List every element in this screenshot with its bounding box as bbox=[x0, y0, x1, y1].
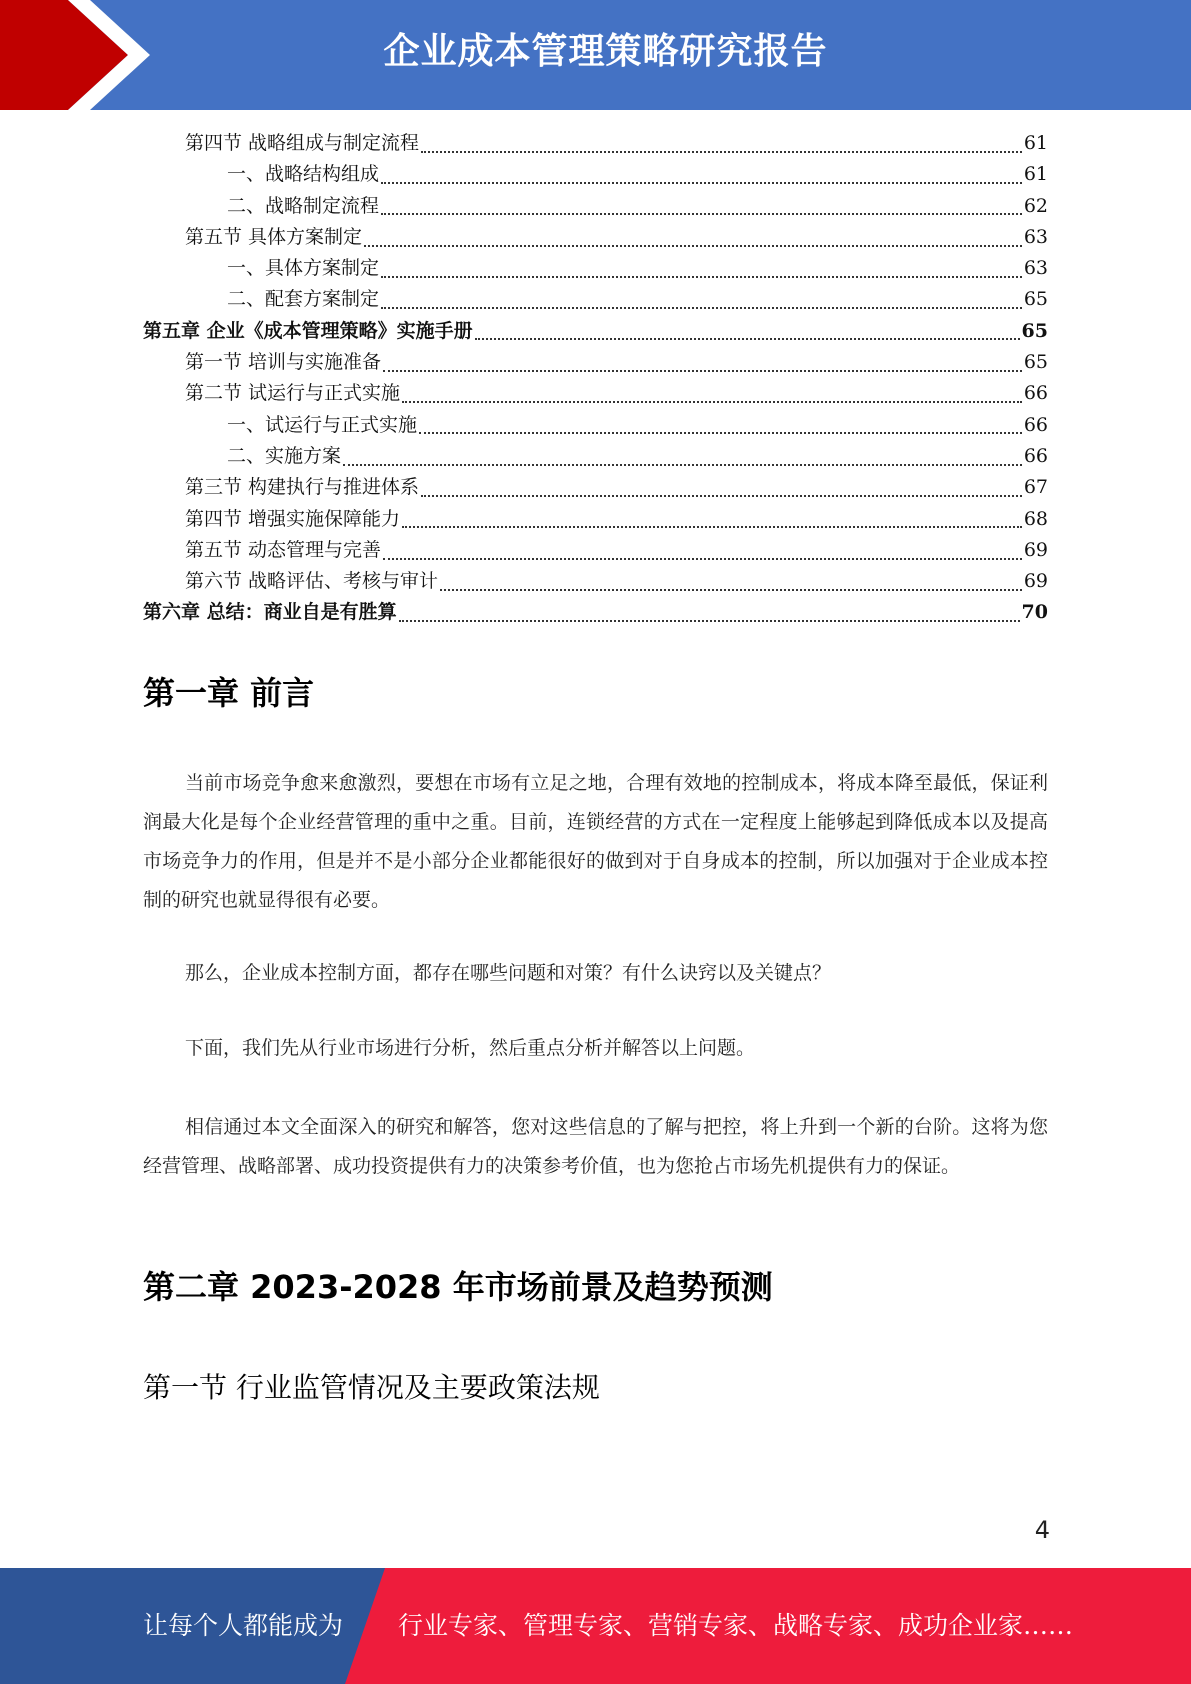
toc-section-entry[interactable] bbox=[143, 566, 1048, 597]
table-of-contents bbox=[143, 128, 1048, 629]
report-title: 企业成本管理策略研究报告 bbox=[383, 31, 828, 72]
page-footer bbox=[0, 1568, 1191, 1684]
paragraph: 相信通过本文全面深入的研究和解答，您对这些信息的了解与把控，将上升到一个新的台阶。这将为您经营管理、战略部署、成功投资提供有力的决策参考价值，也为您抢占市场先机提供有力的保证。 bbox=[143, 1116, 1048, 1177]
toc-entry-title: 第三节 构建执行与推进体系 bbox=[185, 476, 420, 499]
toc-page-number: 62 bbox=[1023, 194, 1048, 217]
toc-page-number: 63 bbox=[1023, 257, 1048, 280]
toc-page-number: 70 bbox=[1021, 601, 1048, 624]
toc-section-entry[interactable] bbox=[143, 535, 1048, 566]
toc-entry-title: 一、战略结构组成 bbox=[227, 163, 380, 186]
toc-page-number: 66 bbox=[1023, 444, 1048, 467]
chapter-heading: 第二章 2023-2028 年市场前景及趋势预测 bbox=[143, 1268, 773, 1306]
toc-entry-title: 第四节 战略组成与制定流程 bbox=[185, 132, 420, 154]
toc-leader-dots bbox=[381, 182, 1022, 184]
toc-leader-dots bbox=[421, 151, 1022, 153]
toc-leader-dots bbox=[421, 495, 1022, 497]
toc-entry-title: 第六节 战略评估、考核与审计 bbox=[185, 570, 439, 593]
paragraph: 当前市场竞争愈来愈激烈，要想在市场有立足之地，合理有效地的控制成本，将成本降至最低，保证利润最大化是每个企业经营管理的重中之重。目前，连锁经营的方式在一定程度上能够起到降低成本以及提高市场竞争力的作用，但是并不是小部分企业都能很好的做到对于自身成本的控制，所以加强对于企业成本控制的研究也就显得很有必要。 bbox=[143, 772, 1048, 911]
toc-leader-dots bbox=[381, 307, 1022, 309]
toc-leader-dots bbox=[475, 338, 1020, 340]
toc-section-entry[interactable] bbox=[143, 128, 1048, 159]
toc-page-number: 61 bbox=[1023, 163, 1048, 186]
toc-section-entry[interactable] bbox=[143, 472, 1048, 503]
toc-page-number: 61 bbox=[1023, 132, 1048, 154]
toc-leader-dots bbox=[343, 464, 1022, 466]
toc-page-number: 65 bbox=[1021, 319, 1048, 342]
toc-entry-title: 二、战略制定流程 bbox=[227, 194, 380, 217]
toc-page-number: 65 bbox=[1023, 288, 1048, 311]
toc-leader-dots bbox=[381, 213, 1022, 215]
toc-entry-title: 第五节 动态管理与完善 bbox=[185, 538, 382, 561]
chapter-heading: 第一章 前言 bbox=[143, 674, 315, 712]
toc-section-entry[interactable] bbox=[143, 222, 1048, 253]
toc-subsection-entry[interactable] bbox=[143, 191, 1048, 222]
toc-leader-dots bbox=[383, 370, 1022, 372]
toc-page-number: 69 bbox=[1023, 538, 1048, 561]
toc-leader-dots bbox=[364, 245, 1022, 247]
toc-section-entry[interactable] bbox=[143, 347, 1048, 378]
toc-page-number: 63 bbox=[1023, 225, 1048, 248]
toc-page-number: 67 bbox=[1023, 476, 1048, 499]
toc-entry-title: 第五章 企业《成本管理策略》实施手册 bbox=[143, 319, 473, 342]
toc-leader-dots bbox=[440, 589, 1022, 591]
toc-leader-dots bbox=[381, 276, 1022, 278]
toc-entry-title: 第二节 试运行与正式实施 bbox=[185, 382, 401, 405]
section-heading: 第一节 行业监管情况及主要政策法规 bbox=[143, 1371, 600, 1404]
toc-leader-dots bbox=[399, 620, 1020, 622]
toc-page-number: 65 bbox=[1023, 351, 1048, 374]
page-header bbox=[0, 0, 1191, 110]
toc-subsection-entry[interactable] bbox=[143, 410, 1048, 441]
toc-entry-title: 第四节 增强实施保障能力 bbox=[185, 507, 401, 530]
footer-slogan-left: 让每个人都能成为 bbox=[143, 1611, 344, 1640]
toc-entry-title: 二、配套方案制定 bbox=[227, 288, 380, 311]
toc-entry-title: 一、具体方案制定 bbox=[227, 257, 380, 280]
toc-page-number: 66 bbox=[1023, 413, 1048, 436]
toc-entry-title: 第一节 培训与实施准备 bbox=[185, 351, 382, 374]
toc-entry-title: 二、实施方案 bbox=[227, 444, 342, 467]
toc-chapter-entry[interactable] bbox=[143, 597, 1048, 628]
toc-entry-title: 一、试运行与正式实施 bbox=[227, 413, 418, 436]
toc-leader-dots bbox=[402, 526, 1022, 528]
toc-page-number: 66 bbox=[1023, 382, 1048, 405]
toc-leader-dots bbox=[383, 558, 1022, 560]
toc-subsection-entry[interactable] bbox=[143, 159, 1048, 190]
paragraph: 下面，我们先从行业市场进行分析，然后重点分析并解答以上问题。 bbox=[185, 1037, 756, 1059]
toc-section-entry[interactable] bbox=[143, 504, 1048, 535]
toc-page-number: 69 bbox=[1023, 570, 1048, 593]
toc-entry-title: 第六章 总结：商业自是有胜算 bbox=[143, 601, 397, 624]
toc-subsection-entry[interactable] bbox=[143, 441, 1048, 472]
toc-subsection-entry[interactable] bbox=[143, 284, 1048, 315]
toc-section-entry[interactable] bbox=[143, 378, 1048, 409]
toc-page-number: 68 bbox=[1023, 507, 1048, 530]
footer-slogan-right: 行业专家、管理专家、营销专家、战略专家、成功企业家…… bbox=[398, 1611, 1074, 1640]
toc-leader-dots bbox=[402, 401, 1022, 403]
toc-leader-dots bbox=[419, 432, 1022, 434]
page-number: 4 bbox=[1034, 1516, 1050, 1544]
toc-chapter-entry[interactable] bbox=[143, 316, 1048, 347]
toc-subsection-entry[interactable] bbox=[143, 253, 1048, 284]
paragraph: 那么，企业成本控制方面，都存在哪些问题和对策？有什么诀窍以及关键点？ bbox=[185, 962, 832, 984]
toc-entry-title: 第五节 具体方案制定 bbox=[185, 225, 363, 248]
